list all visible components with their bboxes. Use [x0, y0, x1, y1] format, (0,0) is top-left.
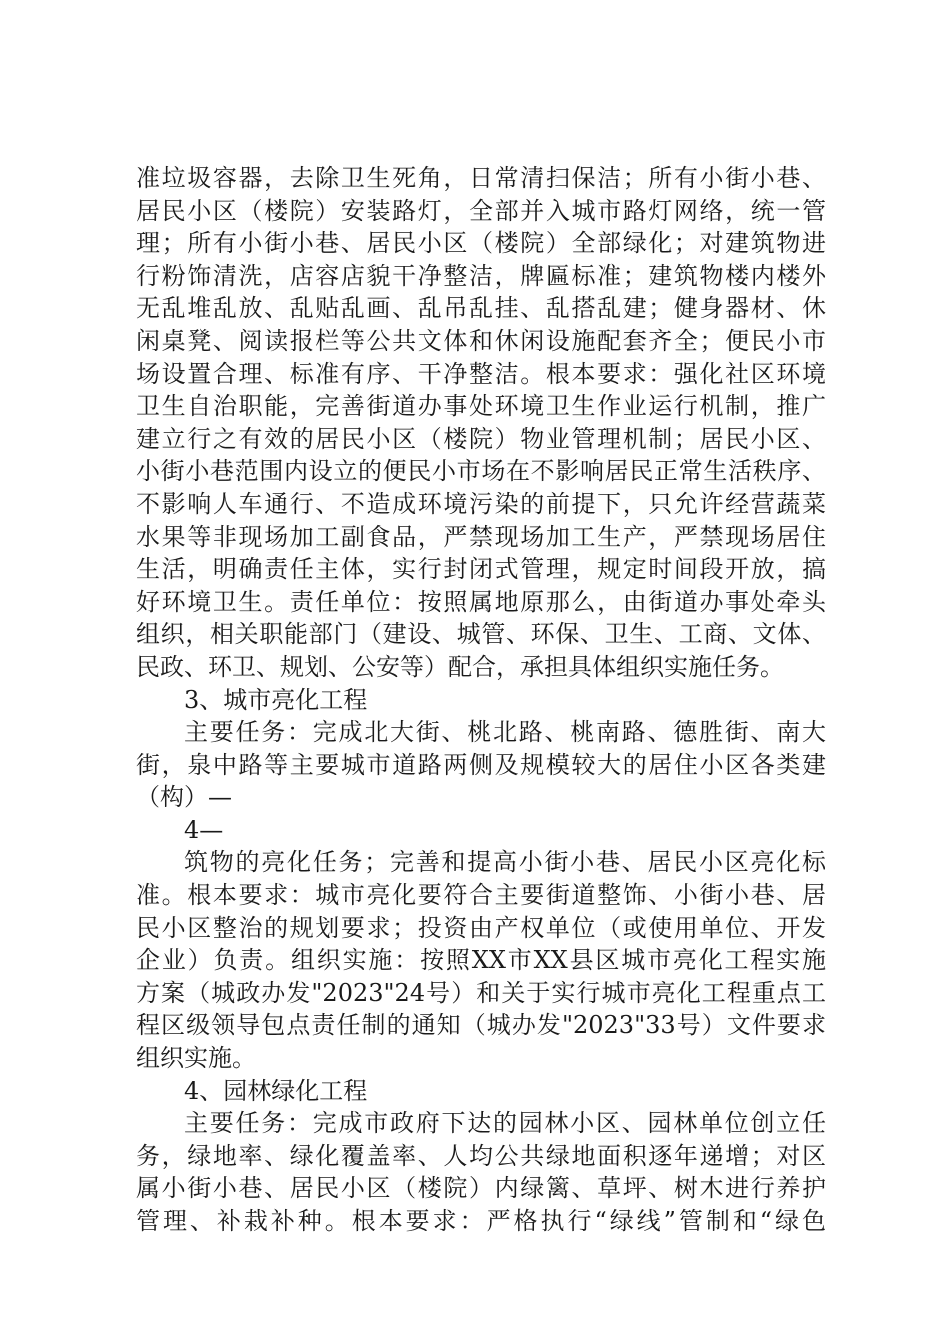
- text-line: 程区级领导包点责任制的通知（城办发"2023"33号）文件要求: [136, 1011, 826, 1040]
- document-body: [136, 162, 826, 1238]
- text-line: 务，绿地率、绿化覆盖率、人均公共绿地面积逐年递增；对区: [136, 1141, 826, 1170]
- text-line: 民政、环卫、规划、公安等）配合，承担具体组织实施任务。: [136, 652, 784, 681]
- text-line: 管理、补栽补种。根本要求：严格执行“绿线”管制和“绿色: [136, 1207, 826, 1235]
- text-line: 组织实施。: [136, 1044, 256, 1073]
- text-line: 企业）负责。组织实施：按照XX市XX县区城市亮化工程实施: [136, 946, 826, 975]
- text-line: 闲桌凳、阅读报栏等公共文体和休闲设施配套齐全；便民小市: [136, 326, 826, 355]
- text-line: 无乱堆乱放、乱贴乱画、乱吊乱挂、乱搭乱建；健身器材、休: [136, 294, 826, 323]
- text-line: 准。根本要求：城市亮化要符合主要街道整饰、小街小巷、居: [136, 881, 826, 910]
- text-line: 街，泉中路等主要城市道路两侧及规模较大的居住小区各类建: [136, 750, 826, 779]
- text-line: 建立行之有效的居民小区（楼院）物业管理机制；居民小区、: [136, 424, 826, 453]
- text-line: 水果等非现场加工副食品，严禁现场加工生产，严禁现场居住: [136, 522, 826, 551]
- paragraph-first-line: 主要任务：完成市政府下达的园林小区、园林单位创立任: [184, 1109, 826, 1138]
- section-heading: 3、城市亮化工程: [184, 685, 368, 714]
- text-line: 准垃圾容器，去除卫生死角，日常清扫保洁；所有小街小巷、: [136, 164, 826, 192]
- text-line: 生活，明确责任主体，实行封闭式管理，规定时间段开放，搞: [136, 555, 826, 584]
- text-line: 民小区整治的规划要求；投资由产权单位（或使用单位、开发: [136, 913, 826, 942]
- text-line: 方案（城政办发"2023"24号）和关于实行城市亮化工程重点工: [136, 978, 826, 1007]
- text-line: 场设置合理、标准有序、干净整洁。根本要求：强化社区环境: [136, 359, 826, 388]
- text-line: 属小街小巷、居民小区（楼院）内绿篱、草坪、树木进行养护: [136, 1174, 826, 1203]
- text-line: 好环境卫生。责任单位：按照属地原那么，由街道办事处牵头: [136, 587, 826, 616]
- text-line: 理；所有小街小巷、居民小区（楼院）全部绿化；对建筑物进: [136, 229, 826, 258]
- text-line: 小街小巷范围内设立的便民小市场在不影响居民正常生活秩序、: [136, 457, 826, 486]
- paragraph-first-line: 主要任务：完成北大街、桃北路、桃南路、德胜街、南大: [184, 718, 826, 747]
- section-heading: 4、园林绿化工程: [184, 1076, 368, 1105]
- text-line: 不影响人车通行、不造成环境污染的前提下，只允许经营蔬菜: [136, 489, 826, 518]
- text-line: 组织，相关职能部门（建设、城管、环保、卫生、工商、文体、: [136, 620, 826, 649]
- text-line: 居民小区（楼院）安装路灯，全部并入城市路灯网络，统一管: [136, 196, 826, 225]
- text-line: 卫生自治职能，完善街道办事处环境卫生作业运行机制，推广: [136, 392, 826, 421]
- paragraph-first-line: 筑物的亮化任务；完善和提高小街小巷、居民小区亮化标: [184, 848, 826, 877]
- text-line: （构）—: [136, 783, 232, 812]
- page-number: 4—: [184, 815, 224, 844]
- text-line: 行粉饰清洗，店容店貌干净整洁，牌匾标准；建筑物楼内楼外: [136, 261, 826, 290]
